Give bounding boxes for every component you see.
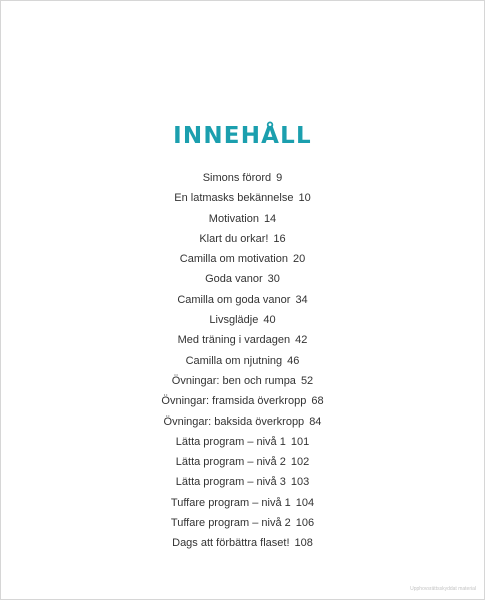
toc-entry-label: Övningar: ben och rumpa [171,374,296,387]
toc-entry-page: 34 [295,293,308,306]
toc-entry-label: Lätta program – nivå 1 [175,435,286,448]
toc-entry-label: Klart du orkar! [199,232,269,245]
toc-entry [1,351,484,371]
toc-entry-label: Lätta program – nivå 2 [175,456,286,469]
toc-entry-label: Livsglädje [209,314,259,327]
toc-entry-page: 40 [263,314,276,327]
toc-entry [1,209,484,229]
toc-entry-page: 108 [294,537,313,550]
toc-entry-page: 16 [273,232,286,245]
toc-entry-label: Camilla om njutning [185,354,283,367]
toc-entry-label: Övningar: baksida överkropp [163,415,305,428]
toc-entry [1,168,484,188]
toc-entry-page: 10 [298,192,311,205]
toc-entry-page: 102 [290,456,310,469]
toc-entry [1,472,484,492]
toc-entry [1,290,484,310]
toc-entry [1,188,484,208]
toc-entry [1,330,484,350]
toc-entry [1,229,484,249]
toc-entry-page: 68 [311,395,324,408]
toc-entry [1,432,484,452]
toc-entry-label: Goda vanor [205,273,263,286]
toc-entry [1,310,484,330]
toc-entry-page: 9 [276,172,283,184]
toc-entry [1,371,484,391]
toc-entry-label: Camilla om goda vanor [177,293,291,306]
toc-entry-page: 101 [290,435,310,448]
toc-entry [1,452,484,472]
toc-entry-label: Lätta program – nivå 3 [175,476,286,489]
toc-entry-page: 104 [295,496,315,509]
toc-entry-page: 103 [290,476,310,489]
toc-entry-label: Tuffare program – nivå 2 [170,517,291,530]
toc-entry-label: Dags att förbättra flaset! [172,537,290,550]
toc-entry-page: 14 [263,212,277,225]
table-of-contents [1,168,484,554]
page-title: INNEHÅLL [173,123,312,149]
toc-entry-label: Motivation [208,212,259,225]
toc-entry-page: 46 [287,354,300,367]
toc-entry-page: 84 [309,415,322,428]
toc-entry-label: Tuffare program – nivå 1 [170,496,291,509]
toc-entry-label: Med träning i vardagen [177,334,291,347]
toc-entry-label: Simons förord [202,172,272,184]
toc-entry [1,533,484,553]
copyright-watermark: Upphovsrättsskyddat material [410,586,476,592]
toc-entry-page: 20 [292,253,306,266]
toc-entry-label: Camilla om motivation [179,253,288,266]
toc-entry-label: En latmasks bekännelse [174,192,294,205]
toc-entry-page: 52 [300,374,314,387]
toc-entry [1,269,484,289]
toc-entry-page: 106 [295,517,315,530]
toc-entry [1,249,484,269]
toc-entry-page: 30 [267,273,280,286]
toc-entry [1,513,484,533]
toc-entry [1,412,484,432]
toc-entry-page: 42 [295,334,308,347]
toc-entry [1,391,484,411]
toc-entry-label: Övningar: framsida överkropp [161,395,307,408]
toc-entry [1,493,484,513]
